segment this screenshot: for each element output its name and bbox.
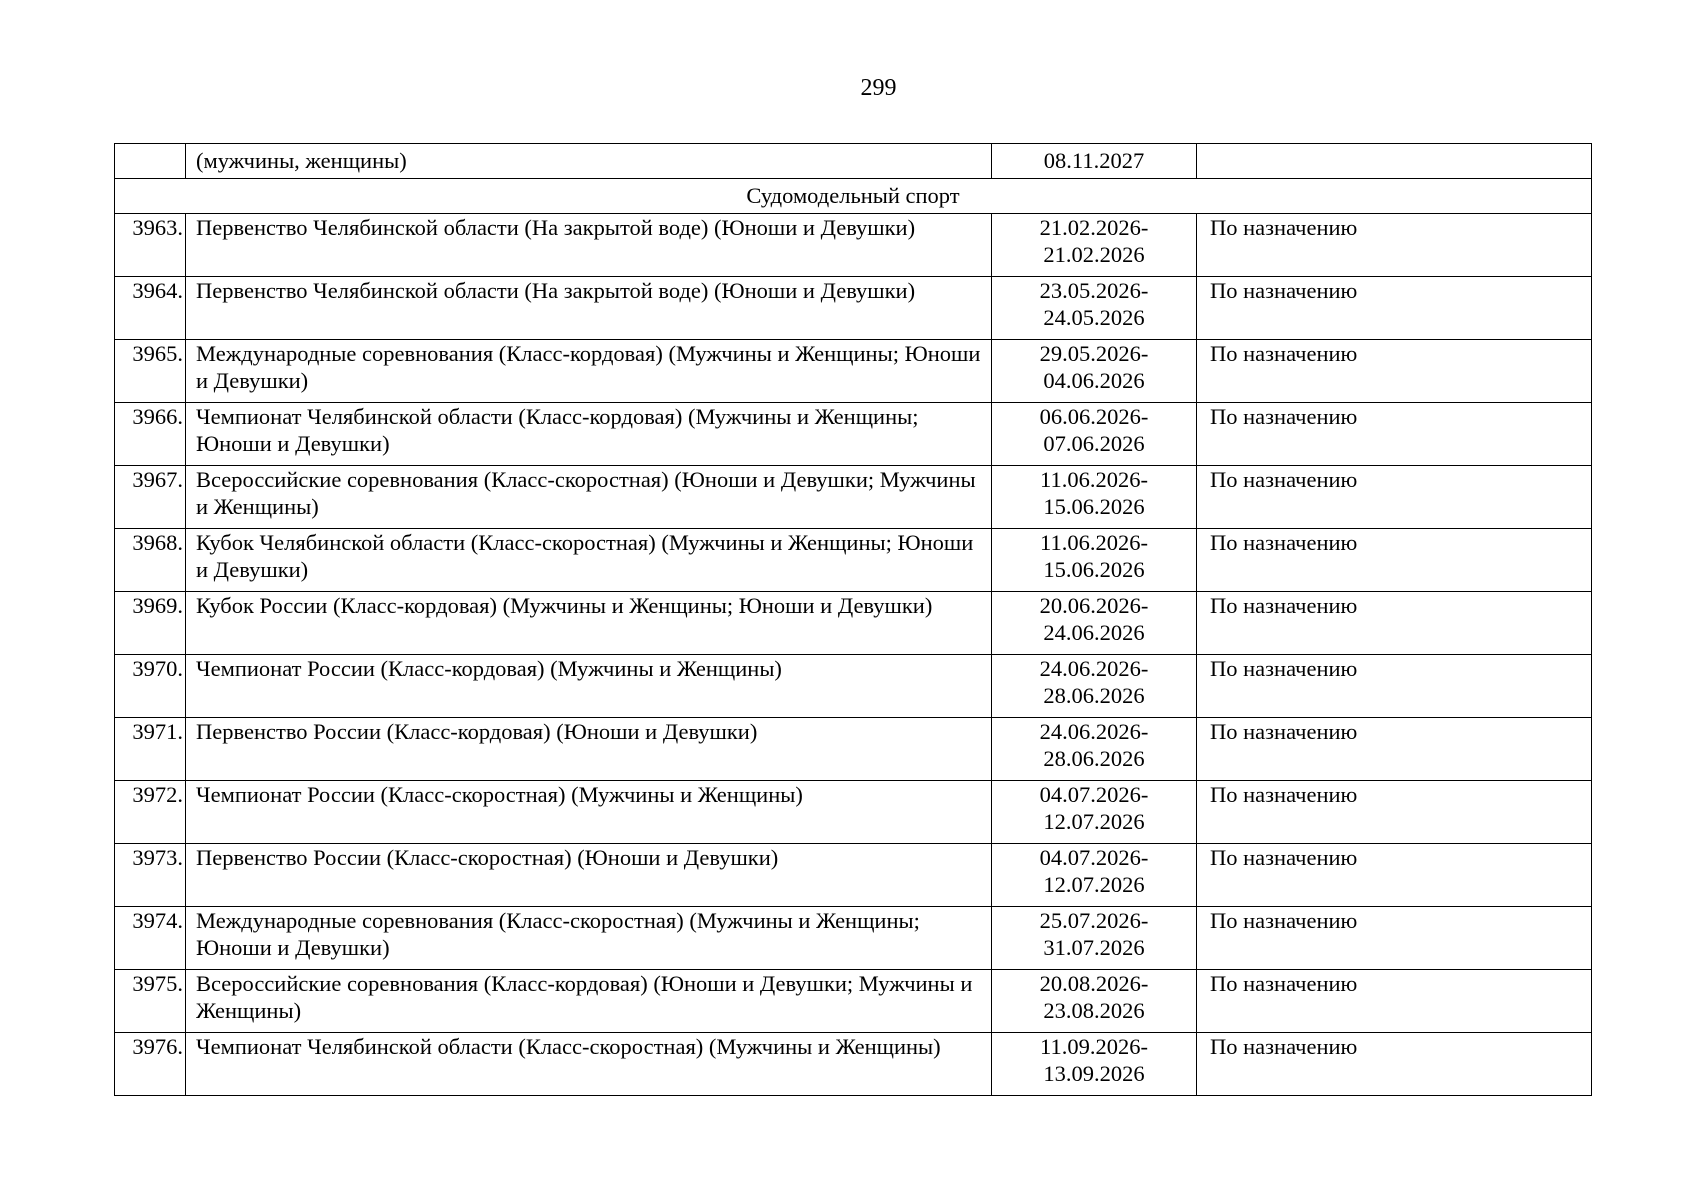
date-end: 24.06.2026 (1043, 620, 1145, 645)
event-place-cell: По назначению (1197, 844, 1592, 907)
row-number-cell: 3968. (115, 529, 186, 592)
date-end: 12.07.2026 (1043, 872, 1145, 897)
event-date-cell (992, 718, 1197, 781)
table-row (115, 844, 1592, 907)
date-end: 31.07.2026 (1043, 935, 1145, 960)
event-place-cell: По назначению (1197, 403, 1592, 466)
date-start: 04.07.2026- (1039, 782, 1149, 807)
event-place-cell: По назначению (1197, 718, 1592, 781)
event-place-cell: По назначению (1197, 970, 1592, 1033)
section-title: Судомодельный спорт (115, 179, 1592, 214)
row-number-cell: 3975. (115, 970, 186, 1033)
date-start: 20.08.2026- (1039, 971, 1149, 996)
row-number-cell: 3965. (115, 340, 186, 403)
event-place-cell: По назначению (1197, 214, 1592, 277)
event-name-cell: Чемпионат России (Класс-кордовая) (Мужчины и Женщины) (186, 655, 992, 718)
date-start: 24.06.2026- (1039, 656, 1149, 681)
row-number-cell: 3969. (115, 592, 186, 655)
table-row (115, 466, 1592, 529)
event-name-cell: Чемпионат Челябинской области (Класс-скоростная) (Мужчины и Женщины) (186, 1033, 992, 1096)
date-end: 15.06.2026 (1043, 494, 1145, 519)
date-end: 15.06.2026 (1043, 557, 1145, 582)
date-start: 11.09.2026- (1040, 1034, 1148, 1059)
event-place-cell: По назначению (1197, 592, 1592, 655)
event-name-cell: (мужчины, женщины) (186, 144, 992, 179)
table-row-continuation (115, 144, 1592, 179)
event-place-cell: По назначению (1197, 1033, 1592, 1096)
date-end: 12.07.2026 (1043, 809, 1145, 834)
event-date-cell (992, 781, 1197, 844)
date-end: 07.06.2026 (1043, 431, 1145, 456)
date-end: 24.05.2026 (1043, 305, 1145, 330)
event-name-cell: Первенство России (Класс-скоростная) (Юноши и Девушки) (186, 844, 992, 907)
events-table (114, 143, 1592, 1096)
event-date-cell (992, 214, 1197, 277)
row-number-cell: 3970. (115, 655, 186, 718)
table-row (115, 1033, 1592, 1096)
row-number-cell: 3973. (115, 844, 186, 907)
date-end: 13.09.2026 (1043, 1061, 1145, 1086)
table-row (115, 214, 1592, 277)
date-end: 21.02.2026 (1043, 242, 1145, 267)
event-date-cell (992, 844, 1197, 907)
table-row (115, 970, 1592, 1033)
date-end: 28.06.2026 (1043, 683, 1145, 708)
section-header-row (115, 179, 1592, 214)
event-name-cell: Первенство Челябинской области (На закрытой воде) (Юноши и Девушки) (186, 214, 992, 277)
table-row (115, 655, 1592, 718)
event-name-cell: Всероссийские соревнования (Класс-скоростная) (Юноши и Девушки; Мужчины и Женщины) (186, 466, 992, 529)
event-name-cell: Международные соревнования (Класс-скоростная) (Мужчины и Женщины; Юноши и Девушки) (186, 907, 992, 970)
event-date-cell (992, 907, 1197, 970)
event-date-cell (992, 340, 1197, 403)
date-start: 29.05.2026- (1039, 341, 1149, 366)
row-number-cell: 3964. (115, 277, 186, 340)
event-place-cell: По назначению (1197, 907, 1592, 970)
row-number-cell: 3967. (115, 466, 186, 529)
table-row (115, 340, 1592, 403)
event-date-cell (992, 655, 1197, 718)
event-date-cell (992, 592, 1197, 655)
date-start: 04.07.2026- (1039, 845, 1149, 870)
event-place-cell: По назначению (1197, 655, 1592, 718)
event-name-cell: Первенство Челябинской области (На закрытой воде) (Юноши и Девушки) (186, 277, 992, 340)
date-end: 28.06.2026 (1043, 746, 1145, 771)
event-name-cell: Всероссийские соревнования (Класс-кордовая) (Юноши и Девушки; Мужчины и Женщины) (186, 970, 992, 1033)
date-start: 21.02.2026- (1039, 215, 1149, 240)
event-name-cell: Кубок России (Класс-кордовая) (Мужчины и Женщины; Юноши и Девушки) (186, 592, 992, 655)
event-date-cell (992, 970, 1197, 1033)
date-end: 23.08.2026 (1043, 998, 1145, 1023)
date-start: 20.06.2026- (1039, 593, 1149, 618)
event-name-cell: Чемпионат России (Класс-скоростная) (Мужчины и Женщины) (186, 781, 992, 844)
event-name-cell: Первенство России (Класс-кордовая) (Юноши и Девушки) (186, 718, 992, 781)
event-place-cell: По назначению (1197, 529, 1592, 592)
row-number-cell: 3974. (115, 907, 186, 970)
row-number-cell: 3971. (115, 718, 186, 781)
event-place-cell: По назначению (1197, 277, 1592, 340)
event-name-cell: Международные соревнования (Класс-кордовая) (Мужчины и Женщины; Юноши и Девушки) (186, 340, 992, 403)
row-number-cell: 3976. (115, 1033, 186, 1096)
table-row (115, 781, 1592, 844)
event-date-cell: 08.11.2027 (992, 144, 1197, 179)
row-number-cell: 3963. (115, 214, 186, 277)
page-number: 299 (860, 75, 897, 101)
date-start: 25.07.2026- (1039, 908, 1149, 933)
table-row (115, 403, 1592, 466)
date-start: 24.06.2026- (1039, 719, 1149, 744)
event-name-cell: Чемпионат Челябинской области (Класс-кордовая) (Мужчины и Женщины; Юноши и Девушки) (186, 403, 992, 466)
row-number-cell (115, 144, 186, 179)
date-start: 23.05.2026- (1039, 278, 1149, 303)
event-date-cell (992, 466, 1197, 529)
table-row (115, 277, 1592, 340)
row-number-cell: 3972. (115, 781, 186, 844)
date-start: 11.06.2026- (1040, 467, 1148, 492)
event-date-cell (992, 529, 1197, 592)
table-row (115, 907, 1592, 970)
event-name-cell: Кубок Челябинской области (Класс-скоростная) (Мужчины и Женщины; Юноши и Девушки) (186, 529, 992, 592)
date-start: 06.06.2026- (1039, 404, 1149, 429)
event-date-cell (992, 403, 1197, 466)
date-start: 11.06.2026- (1040, 530, 1148, 555)
date-end: 04.06.2026 (1043, 368, 1145, 393)
event-place-cell: По назначению (1197, 781, 1592, 844)
table-row (115, 529, 1592, 592)
row-number-cell: 3966. (115, 403, 186, 466)
table-row (115, 718, 1592, 781)
event-date-cell (992, 1033, 1197, 1096)
event-place-cell: По назначению (1197, 340, 1592, 403)
event-place-cell (1197, 144, 1592, 179)
event-place-cell: По назначению (1197, 466, 1592, 529)
table-row (115, 592, 1592, 655)
event-date-cell (992, 277, 1197, 340)
